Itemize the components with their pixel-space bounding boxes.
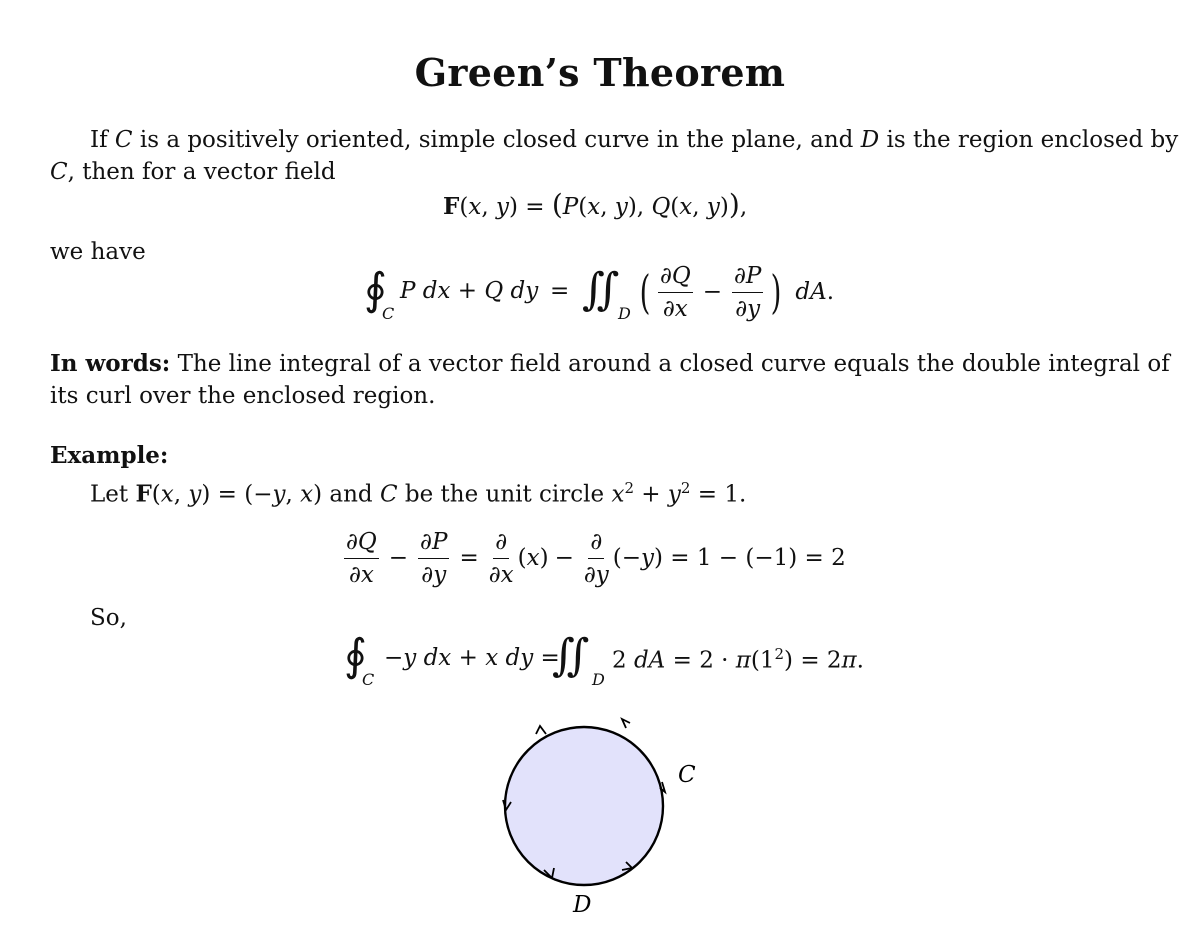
unit-circle-figure [480,700,740,930]
example-statement: Let F(x, y) = (−y, x) and C be the unit circle $x^2 + y^2 = 1$. [90,479,747,508]
region-label-d: D [573,892,592,918]
example-heading: Example: [50,442,169,469]
page-title: Green’s Theorem [414,50,786,95]
in-words-line-1: In words: The line integral of a vector field around a closed curve equals the double integral of [50,350,1170,377]
curve-label-c: C [678,762,696,788]
intro-line-1: If C is a positively oriented, simple closed curve in the plane, and D is the region enclosed by [90,127,1179,153]
we-have-text: we have [50,239,146,265]
region-d [505,727,663,885]
so-text: So, [90,605,127,631]
intro-line-2: C, then for a vector field [50,159,336,185]
in-words-line-2: its curl over the enclosed region. [50,383,436,409]
curl-equation: $\frac{\partial Q}{\partial x}$ − $\frac{\partial P}{\partial y}$ = $\frac{\partial}{\partial x}$ (x) − $\frac{\partial}{\partial y}$ (−y) = 1 − (−1) = 2 [346,528,846,588]
vector-field-equation: F(x, y) = (P(x, y), Q(x, y)), [443,188,748,221]
